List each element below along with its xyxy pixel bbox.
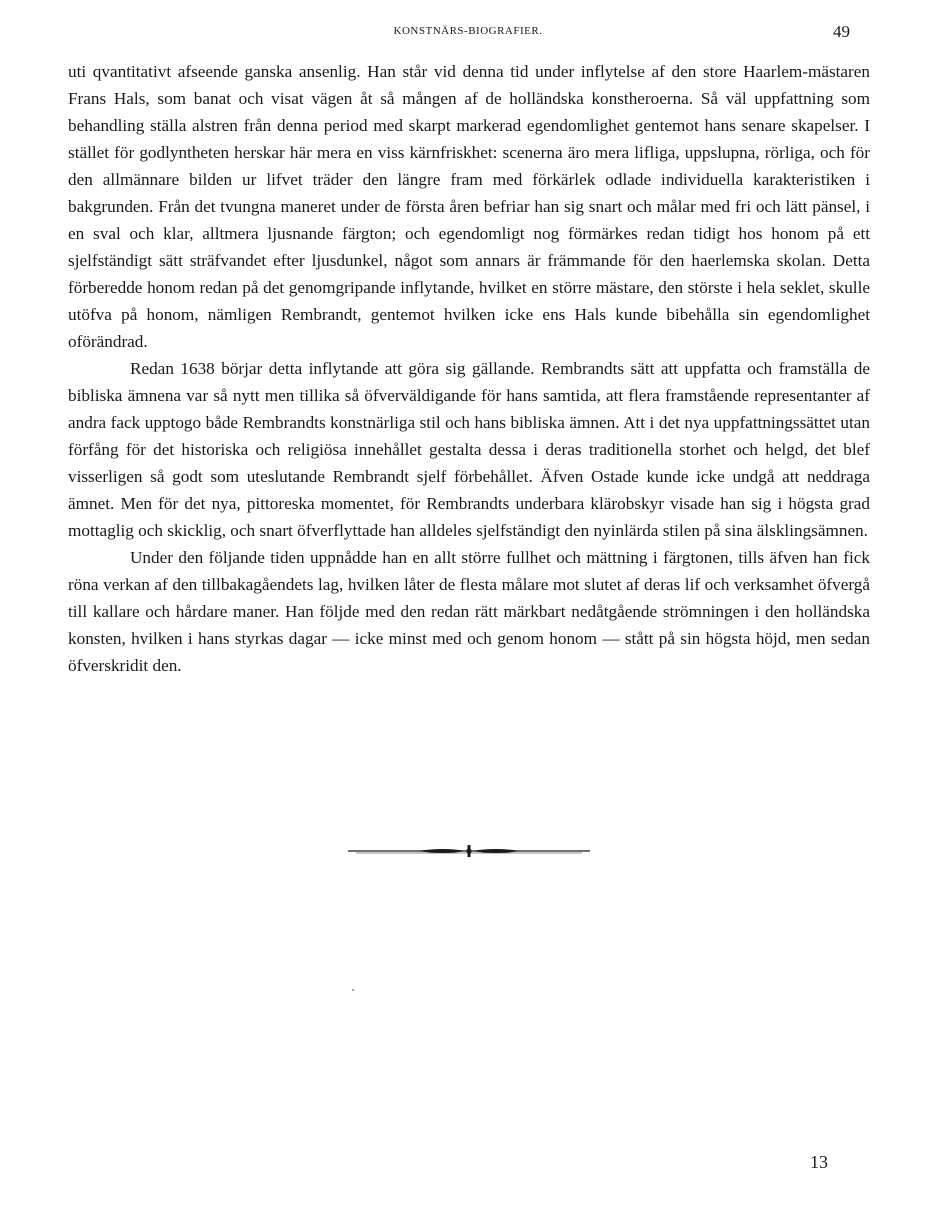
- decorative-rule-ornament-icon: [348, 842, 590, 860]
- paper-speck: [352, 989, 354, 991]
- body-text: [68, 58, 870, 679]
- signature-mark: 13: [810, 1152, 828, 1172]
- running-head: [0, 22, 936, 42]
- paragraph-1: uti qvantitativt afseende ganska ansenlig. Han står vid denna tid under inflytelse af den store Haarlem-mästaren Frans Hals, som banat och visat vägen åt så mången af de holländska konstheroerna. Så väl uppfattning som behandling ställa alstren från denna period med skarpt markerad egendomlighet gentemot hans senare skapelser. I stället för godlyntheten herskar här mera en viss kärnfriskhet: scenerna äro mera lifliga, uppslupna, rörliga, och för den allmännare bilden ur lifvet träder den längre fram med förkärlek odlade individuella karakteristiken i bakgrunden. Från det tvungna maneret under de första åren befriar han sig snart och målar med fri och lätt pänsel, i en sval och klar, alltmera ljusnande färgton; och egendomligt nog förmärkes redan tidigt hos honom på ett sjelfständigt sätt sträfvandet efter ljusdunkel, något som annars är främmande för den haerlemska skolan. Detta förberedde honom redan på det genomgripande inflytande, hvilket en större mästare, den störste i hela seklet, skulle utöfva på honom, nämligen Rembrandt, gentemot hvilken icke ens Hals kunde bibehålla sin egendomlighet oförändrad.: [68, 62, 870, 351]
- paragraph-3: Under den följande tiden uppnådde han en allt större fullhet och mättning i färgtonen, tills äfven han fick röna verkan af den tillbakagåendets lag, hvilken låter de flesta målare mot slutet af deras lif och verksamhet öfvergå till kallare och hårdare maner. Han följde med den redan rätt märkbart nedåtgående strömningen i den holländska konsten, hvilken i hans styrkas dagar — icke minst med och genom honom — stått på sin högsta höjd, men sedan öfverskridit den.: [68, 548, 870, 675]
- paragraph-2: Redan 1638 börjar detta inflytande att göra sig gällande. Rembrandts sätt att uppfatta och framställa de bibliska ämnena var så nytt men tillika så öfverväldigande för hans samtida, att flera framstående representanter af andra fack upptogo både Rembrandts konstnärliga stil och hans bibliska ämnen. Att i det nya uppfattningssättet utan förfång för det historiska och religiösa innehållet gestalta dessa i deras traditionella storhet och helgd, det blef visserligen så godt som uteslutande Rembrandt sjelf förbehållet. Äfven Ostade kunde icke undgå att neddraga ämnet. Men för det nya, pittoreska momentet, för Rembrandts underbara klärobskyr visade han sig i högsta grad mottaglig och skicklig, och snart öfverflyttade han alldeles sjelfständigt den nyinlärda stilen på sina älsklingsämnen.: [68, 359, 870, 540]
- page-number: 49: [833, 22, 850, 41]
- running-title: KONSTNÄRS-BIOGRAFIER.: [393, 25, 543, 37]
